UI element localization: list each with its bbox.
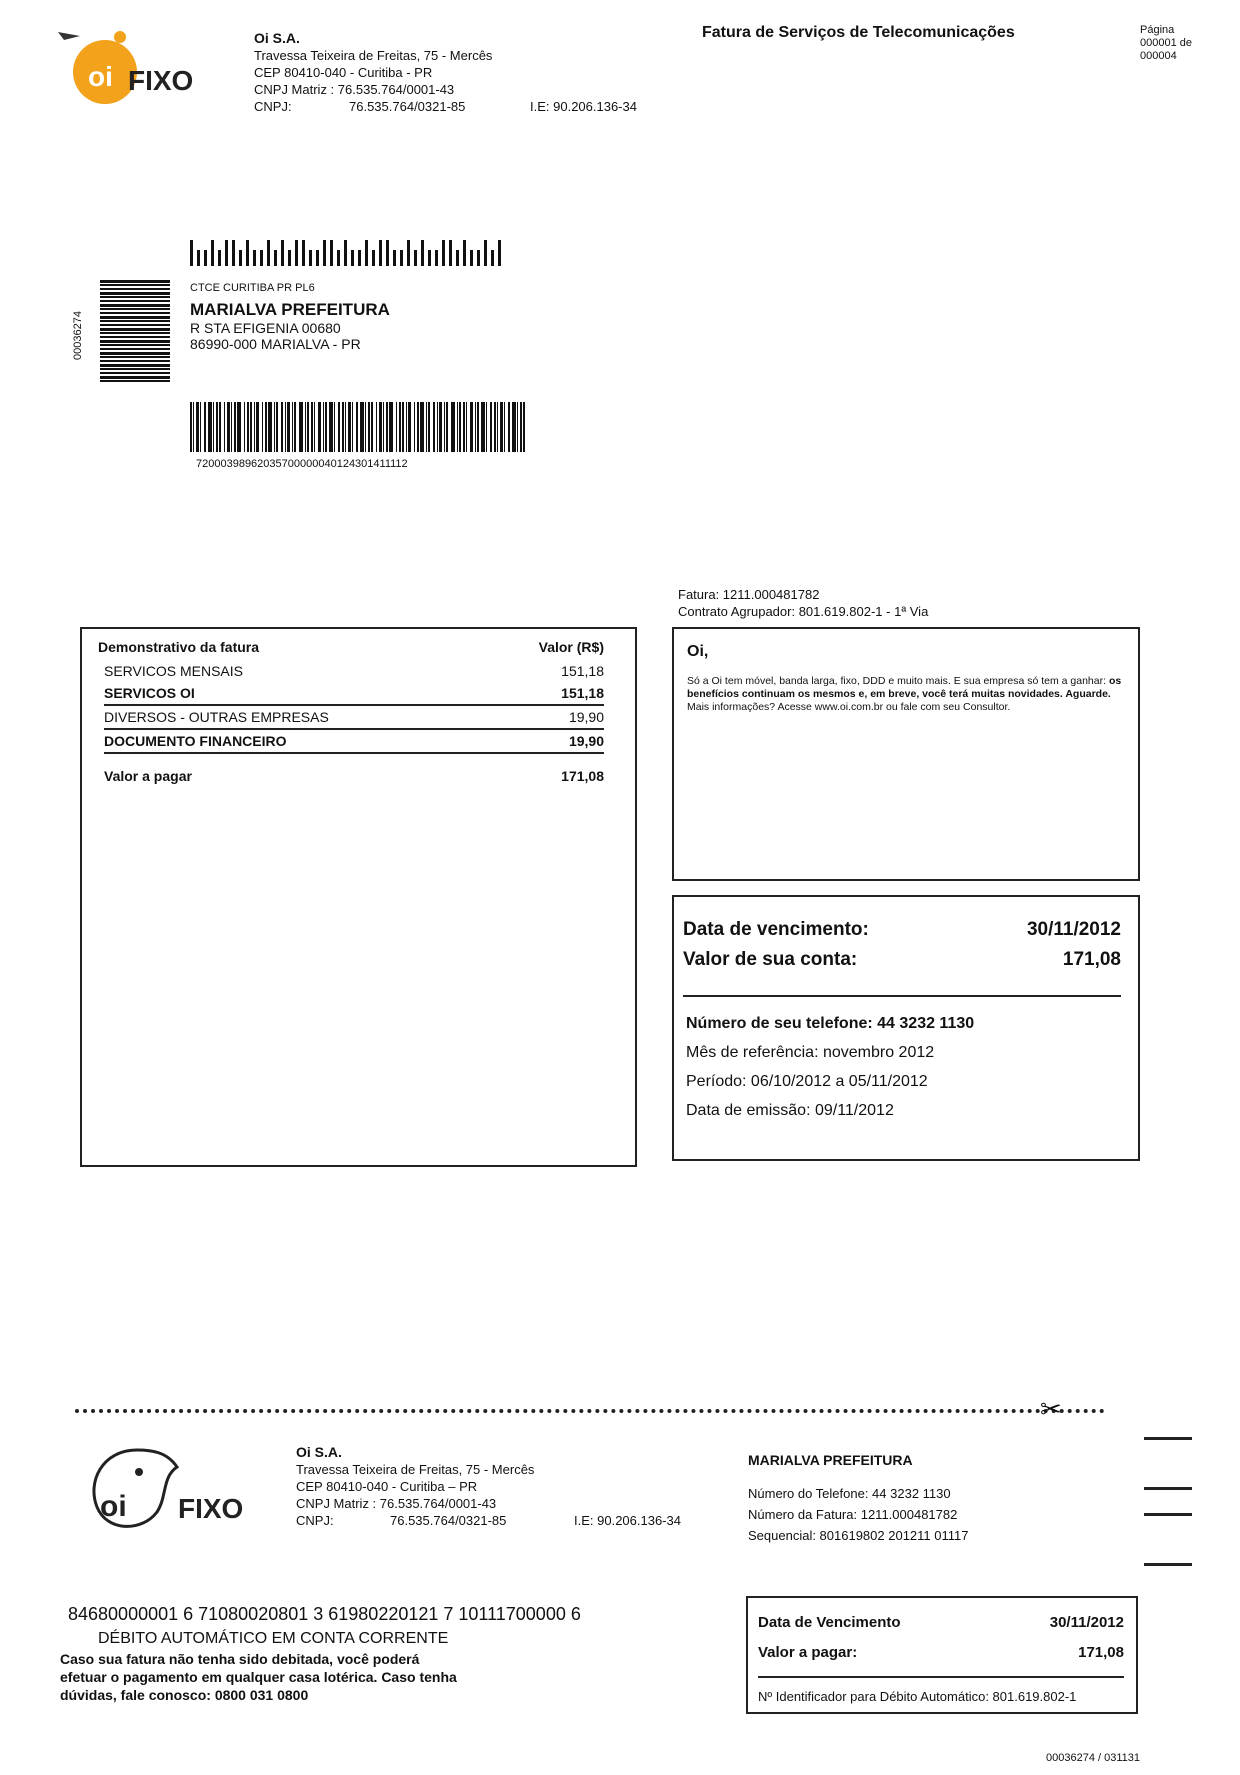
statement-total xyxy=(104,768,604,784)
footer-code: 00036274 / 031131 xyxy=(1046,1752,1140,1764)
stub-debit-id: Nº Identificador para Débito Automático: 801.619.802-1 xyxy=(758,1689,1077,1704)
postal-barcode xyxy=(190,240,520,270)
payment-barcode-line: 84680000001 6 71080020801 3 61980220121 7 10111700000 6 xyxy=(68,1604,581,1624)
address-barcode-number: 72000398962035700000040124301411112 xyxy=(196,458,408,470)
stub-company-cnpj-matriz: CNPJ Matriz : 76.535.764/0001-43 xyxy=(296,1496,497,1511)
document-title: Fatura de Serviços de Telecomunicações xyxy=(702,24,1015,41)
statement-rows xyxy=(104,660,604,754)
due-date-value: 30/11/2012 xyxy=(1026,919,1121,940)
statement-title: Demonstrativo da fatura xyxy=(98,639,260,655)
stub-company-cep: CEP 80410-040 - Curitiba – PR xyxy=(296,1479,478,1494)
stub-ie: I.E: 90.206.136-34 xyxy=(574,1513,681,1528)
row-value: 19,90 xyxy=(568,733,604,749)
row-label: SERVICOS OI xyxy=(104,685,195,701)
amount-row xyxy=(683,945,1121,975)
due-date-label: Data de vencimento: xyxy=(683,919,869,940)
message-line-1b: os benefícios continuam os mesmos e, em breve, você terá muitas novidades. Aguarde. xyxy=(687,675,1122,700)
statement-box xyxy=(80,627,637,1167)
billing-period: Período: 06/10/2012 a 05/11/2012 xyxy=(686,1073,928,1090)
company-cnpj-matriz: CNPJ Matriz : 76.535.764/0001-43 xyxy=(254,82,455,97)
debit-text-line: dúvidas, fale conosco: 0800 031 0800 xyxy=(60,1687,309,1703)
statement-value-header: Valor (R$) xyxy=(538,639,604,655)
logo-fixo-text: FIXO xyxy=(128,65,194,96)
debit-title: DÉBITO AUTOMÁTICO EM CONTA CORRENTE xyxy=(98,1630,449,1647)
summary-divider xyxy=(683,995,1121,997)
logo-oi-text: oi xyxy=(88,61,113,92)
statement-row xyxy=(104,682,604,704)
page-number: 000001 de xyxy=(1140,37,1192,49)
due-date-row xyxy=(683,915,1121,945)
statement-row xyxy=(104,660,604,682)
amount-value: 171,08 xyxy=(1062,949,1121,970)
row-value: 19,90 xyxy=(568,709,604,725)
stub-payment-box xyxy=(746,1596,1138,1714)
stub-cnpj-value: 76.535.764/0321-85 xyxy=(390,1513,507,1528)
debit-text-line: Caso sua fatura não tenha sido debitada, você poderá xyxy=(60,1651,420,1667)
statement-header xyxy=(98,639,604,656)
summary-box xyxy=(672,895,1140,1161)
issue-date: Data de emissão: 09/11/2012 xyxy=(686,1102,894,1119)
scan-mark xyxy=(1144,1487,1192,1490)
row-label: DOCUMENTO FINANCEIRO xyxy=(104,733,287,749)
recipient-block xyxy=(190,282,390,352)
stub-due-value: 30/11/2012 xyxy=(1049,1614,1124,1631)
scissors-icon: ✂ xyxy=(1040,1394,1062,1424)
stub-client-invoice: Número da Fatura: 1211.000481782 xyxy=(748,1507,958,1522)
stub-logo-oi-text: oi xyxy=(100,1490,127,1523)
stub-client-sequence: Sequencial: 801619802 201211 01117 xyxy=(748,1528,969,1543)
stub-company xyxy=(296,1444,616,1529)
statement-divider xyxy=(104,752,604,754)
oi-logo-icon xyxy=(58,22,208,112)
recipient-name: MARIALVA PREFEITURA xyxy=(190,300,390,319)
scan-mark xyxy=(1144,1513,1192,1516)
address-barcode xyxy=(190,402,526,452)
summary-details xyxy=(686,1009,1121,1125)
row-label: DIVERSOS - OUTRAS EMPRESAS xyxy=(104,709,329,725)
scan-mark xyxy=(1144,1563,1192,1566)
amount-label: Valor de sua conta: xyxy=(683,949,858,970)
message-text xyxy=(687,675,1122,714)
company-cnpj-label: CNPJ: xyxy=(254,99,292,114)
stub-due-label: Data de Vencimento xyxy=(758,1614,901,1631)
row-value: 151,18 xyxy=(561,685,604,701)
debit-text-line: efetuar o pagamento em qualquer casa lotérica. Caso tenha xyxy=(60,1669,457,1685)
reference-month: Mês de referência: novembro 2012 xyxy=(686,1044,935,1061)
message-greeting: Oi, xyxy=(687,643,709,660)
stacked-barcode xyxy=(100,280,170,386)
page-total: 000004 xyxy=(1140,50,1177,62)
message-line-2: Mais informações? Acesse www.oi.com.br ou fale com seu Consultor. xyxy=(687,701,1011,713)
stub-amount-value: 171,08 xyxy=(1078,1644,1124,1661)
company-header xyxy=(254,30,574,115)
row-value: 151,18 xyxy=(561,663,604,679)
total-label: Valor a pagar xyxy=(104,768,192,784)
row-label: SERVICOS MENSAIS xyxy=(104,663,244,679)
invoice-number: Fatura: 1211.000481782 xyxy=(678,587,820,602)
message-line-1a: Só a Oi tem móvel, banda larga, fixo, DDD e muito mais. E sua empresa só tem a ganhar: xyxy=(687,675,1109,687)
company-address: Travessa Teixeira de Freitas, 75 - Mercês xyxy=(254,48,493,63)
stub-client-phone: Número do Telefone: 44 3232 1130 xyxy=(748,1486,951,1501)
stub-amount-row xyxy=(758,1638,1124,1668)
stub-company-name: Oi S.A. xyxy=(296,1444,342,1460)
page-label: Página xyxy=(1140,24,1175,36)
stub-client xyxy=(748,1452,968,1546)
recipient-city: 86990-000 MARIALVA - PR xyxy=(190,336,361,352)
stub-amount-label: Valor a pagar: xyxy=(758,1644,858,1661)
cut-line xyxy=(75,1409,1105,1413)
message-box xyxy=(672,627,1140,881)
stub-logo-fixo-text: FIXO xyxy=(178,1493,244,1524)
invoice-reference xyxy=(678,586,928,620)
scan-mark xyxy=(1144,1437,1192,1440)
contract-number: Contrato Agrupador: 801.619.802-1 - 1ª Via xyxy=(678,604,929,619)
stub-client-name: MARIALVA PREFEITURA xyxy=(748,1452,913,1468)
company-name: Oi S.A. xyxy=(254,30,300,46)
oi-logo-outline-icon xyxy=(82,1442,252,1537)
debit-text xyxy=(60,1650,457,1704)
stub-divider xyxy=(758,1676,1124,1678)
recipient-ctce: CTCE CURITIBA PR PL6 xyxy=(190,282,315,294)
company-ie: I.E: 90.206.136-34 xyxy=(530,99,637,114)
company-cnpj-value: 76.535.764/0321-85 xyxy=(349,99,466,114)
statement-row xyxy=(104,730,604,752)
stub-due-row xyxy=(758,1608,1124,1638)
stub-company-address: Travessa Teixeira de Freitas, 75 - Mercês xyxy=(296,1462,535,1477)
oi-fixo-logo-stub xyxy=(82,1442,252,1537)
side-code: 00036274 xyxy=(72,311,84,360)
total-value: 171,08 xyxy=(561,768,604,784)
phone-number: Número de seu telefone: 44 3232 1130 xyxy=(686,1015,975,1032)
company-cep: CEP 80410-040 - Curitiba - PR xyxy=(254,65,433,80)
oi-fixo-logo xyxy=(58,22,208,112)
statement-row xyxy=(104,706,604,728)
recipient-street: R STA EFIGENIA 00680 xyxy=(190,320,341,336)
stub-cnpj-label: CNPJ: xyxy=(296,1513,334,1528)
page-indicator xyxy=(1140,24,1192,63)
